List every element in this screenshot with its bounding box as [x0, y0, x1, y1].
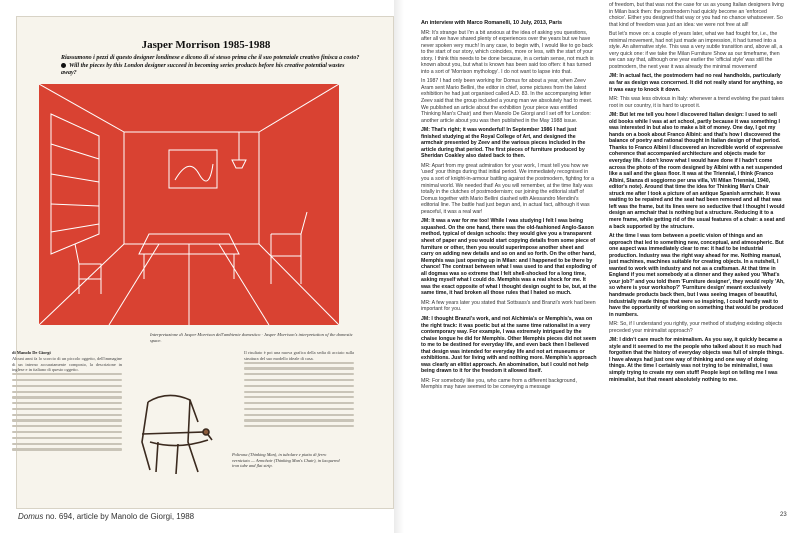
interview-answer: JM: It was a war for me too! While I was studying I felt I was being squashed. On the one hand, there was the old-fashioned Anglo-Saxon method, typical of design schools: they would give you a transparent sheet of paper and you would start copying details from some piece of furniture or other, then you would superimpose another sheet and carry on adding new details and so on and so forth. On the other hand, Memphis was just opening up in Milan: and I happened to be there by chance! The contrast between what I was used to and that exploding of all dogmas was so extreme that I felt shell-shocked for a long time, asking myself what I could do. Memphis was a real shock for me. It was the exact opposite of what I thought design ought to be, but, at the same time, it had broken all those rules that I hated so much. [421, 218, 597, 297]
credit-text: no. 694, article by Manolo de Giorgi, 1988 [43, 512, 195, 521]
interview-question: MR: It's strange but I'm a bit anxious at the idea of asking you questions, after all we have shared plenty of experiences over the years but we have never spoken very much! In any case, to begin with, I would like to go back to the start of our story, which coincides, more or less, with the start of your story. I think this needs to be done because, in a certain sense, not much is known about you, but what is known has been said too often: it has turned into a sort of 'Morrison mythology'. I do not want to lapse into that. [421, 29, 594, 75]
page-number: 23 [780, 512, 787, 518]
interview-question: of freedom, but that was not the case for us as young Italian designers living in Milan back then: the postmodern had quickly become an 'enforced choice'. Either you designed that way or you had no chance whatsoever. So that kind of freedom was just an idea: we were not free at all! [609, 2, 784, 28]
intro-english: Will the pieces by this London designer succeed in becoming series products before his creative potential wastes away? [61, 62, 345, 76]
interview-column-2 [609, 2, 785, 386]
article-column-3-text: Il risultato è poi una nuova grafica della sedia di acciaio sulla struttura del suo modello ideale di casa. [244, 350, 354, 361]
article-byline: di Manolo De Giorgi [12, 350, 51, 355]
interview-question: MR: For somebody like you, who came from a different background, Memphis may have seemed to be conveying a message [421, 377, 577, 391]
interview-answer: JM: I thought Branzi's work, and not Alchimia's or Memphis's, was on the right track: it was poetic but at the same time rationalist in a very contemporary way. For example, I was extremely intrigued by the chaise longue he did for Memphis. Other Memphis pieces did not seem to me to be destined for everyday life, and even back then I believed that design was intended for everyday life and not art museums or exhibitions. Just for living with and nothing more. Memphis's approach was clearly an elitist approach. An abomination, but I could not help being drawn to it for the freedom it allowed itself. [421, 315, 597, 375]
interview-answer: JM: I didn't care much for minimalism. As you say, it quickly became a style and it seemed to me the people who talked about it so much had forgotten that the history of everyday objects was full of simple things. I have always had just one way of thinking and one way of doing things. At the time I certainly was not trying to be minimalist, I was simply trying to create my own stuff! People kept on telling me I was minimalist, but that meant absolutely nothing to me. [609, 337, 784, 383]
interview-heading: An interview with Marco Romanelli, 10 July, 2013, Paris [421, 20, 563, 26]
intro-italian: Riassumono i pezzi di questo designer londinese e dicono di sé stesso prima che il suo potenziale creativo finisca a costo? [61, 55, 360, 61]
chair-caption: Poltrona (Thinking Man), in tubolare e piatto di ferro verniciato — Armchair (Thinking Man's Chair), in lacquered iron tube and flat strip. [232, 452, 340, 469]
article-intro [61, 55, 361, 78]
page-credit [18, 512, 194, 521]
room-drawing [39, 84, 339, 325]
interview-question: But let's move on: a couple of years later, what we had fought for, i.e., the minimal movement, had not just made an impression, it had turned into a style. An alternative style. This was a very subtle transition and, above all, a very quick one: if we take the Milan Furniture Show as our timeframe, then we can say that, although one year earlier the 'official style' was still the postmodern, the next year it was already the minimal movement! [609, 31, 783, 70]
magazine-name: Domus [18, 512, 44, 521]
interview-answer: JM: But let me tell you how I discovered Italian design: I used to sell old books while I was at art school, partly because it was something I was interested in but also to make a bit of money. One day, I got my hands on a book about Franco Albini: and that's how I discovered the balance of poetry and rational thought in Italian design of that period. Thanks to Franco Albini I discovered an incredible world of expressive coherence that accompanied architecture and objects made for everyday life. I don't know what I would have done if I hadn't come across the photo of the room designed by Albini with a net suspended like a sail and the glass floor. It was at the Triennial, I think (Franco Albini, Stanza di soggiorno per una villa, VII Milan Triennial, 1940, editor's note). Around that time the idea for Thinking Man's Chair struck me after I took a picture of an antique Spanish armchair. It was waiting to be repaired and the seat had been removed and all that was left was the frame, but its lines were so seductive that I thought I would design an armchair that is nothing but a structure. Reducing it to a mere frame, while getting rid of the usual features of a chair: a seat and a back supported by the structure. [609, 112, 785, 230]
bullet-icon [61, 63, 66, 68]
interview-question: MR: Apart from my great admiration for your work, I must tell you how we 'used' your things during that initial period. We immediately recognised in you a sort of knight-in-armour battling against the postmodern, fighting for a minimal world. We needed that! As you will remember, at the time Italy was totally in the clutches of postmodernism; our joining the editorial staff of Domus together with Mario Bellini clashed with Alessandro Mendini's editorial line. The battle had just begun and, in actual fact, although it was peaceful, it was a real war! [421, 162, 595, 215]
chair-drawing [128, 382, 224, 477]
interview-question: MR: This was less obvious in Italy: whenever a trend evolving the past takes root in our country, it is hard to uproot it. [609, 96, 784, 109]
interview-question: In 1987 I had only been working for Domus for about a year, when Zeev Aram sent Mario Bellini, the editor in chief, some pictures from the latest exhibition he had just organised called A.D. 83. In the accompanying letter Zeev said that the group included a young man we absolutely had to meet. We published an article about the exhibition (your piece was entitled Thinking Man's Chair) and then Manolo De Giorgi and I set off for London: another article about you was then published in the May 1988 issue. [421, 78, 593, 124]
article-column-1-text: Alcuni anni fa lo scorcio di un piccolo oggetto, dell'immagine di un interno accuratamente composto, la descrizione in inglese e in italiano di questo oggetto. [12, 355, 122, 373]
interview-column-1-body [421, 30, 597, 391]
interview-answer: At the time I was torn between a poetic vision of things and an approach that led to something new, conceptual, and atmospheric. But one aspect was immediately clear to me: it had to be industrial production. Industry was the right way ahead for me. Nothing manual, just machines, machines suitable for creating objects. In a nutshell, I wanted to work with industry and not as a craftsman. At that time in England if you met somebody at a dinner and they asked you 'What's your job?' and you told them 'Furniture designer', they would reply 'Ah, so where is your workshop?' 'Furniture design' meant exclusively handmade products back then, but I was seeing images of beautiful, industrially made things that were so inspiring, I could hardly wait to have the opportunity of working on something that would be produced in numbers. [609, 233, 785, 318]
article-title: Jasper Morrison 1985-1988 [141, 39, 271, 51]
article-column-1 [12, 350, 122, 454]
page-fold [394, 0, 404, 533]
interview-column-2-body [609, 2, 785, 383]
interview-answer: JM: That's right; it was wonderful! In September 1986 I had just finished studying at the Royal College of Art, and designed the armchair presented by Zeev and the various pieces included in the article during that period. The first pieces of furniture produced by Sheridan Coakley also dated back to then. [421, 127, 586, 160]
interview-column-1 [421, 20, 597, 394]
interview-answer: JM: In actual fact, the postmodern had no real handholds, particularly as far as design was concerned. It did not really stand for anything, so it was easy to knock it down. [609, 73, 783, 93]
interview-question: MR: A few years later you stated that Sottsass's and Branzi's work had been important for you. [421, 299, 596, 313]
red-room-illustration [39, 84, 339, 325]
article-column-3 [244, 350, 354, 431]
illustration-caption: Interpretazione di Jasper Morrison dell'ambiente domestico · Jasper Morrison's interpretation of the domestic space. [150, 332, 353, 343]
chair-photo [128, 382, 224, 477]
interview-question: MR: So, if I understand you rightly, your method of studying existing objects preceded your minimalist approach? [609, 321, 782, 334]
